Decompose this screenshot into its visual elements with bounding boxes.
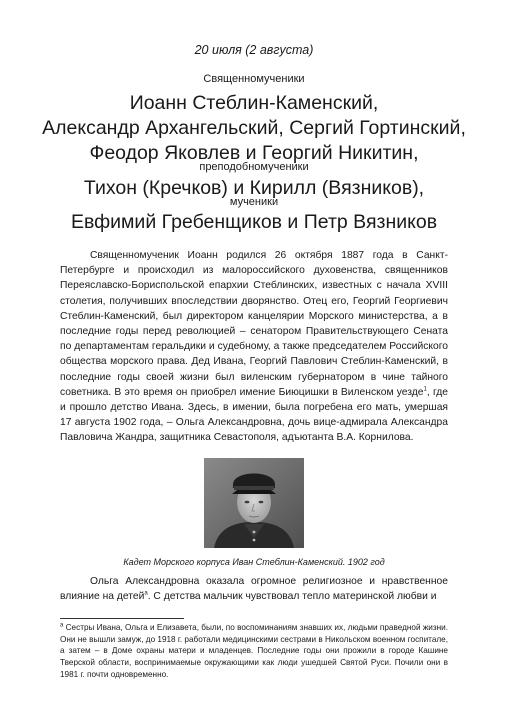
paragraph-2-text-a: Ольга Александровна оказала огромное религиозное и нравственное влияние на детей	[60, 576, 448, 603]
feast-date: 20 июля (2 августа)	[194, 43, 314, 57]
footnote-separator	[60, 618, 184, 619]
label-venerable-martyrs: преподобномученики	[199, 161, 309, 173]
biography-paragraph-1	[60, 248, 448, 446]
photo-caption: Кадет Морского корпуса Иван Стеблин-Каменский. 1902 год	[123, 557, 385, 567]
names-line-3: Феодор Яковлев и Георгий Никитин,	[89, 142, 419, 164]
paragraph-1-text-b: , где и прошло детство Ивана. Здесь, в имении, была погребена его мать, умершая 17 августа 1902 года, – Ольга Александровна, дочь вице-адмирала Александра Павловича Жандра, защитника Севастополя, адъютанта В.А. Корнилова.	[60, 386, 448, 444]
paragraph-2-text-b: . С детства мальчик чувствовал тепло материнской любви и	[147, 591, 437, 603]
portrait-image	[204, 458, 304, 548]
label-hieromartyrs: Священномученики	[203, 73, 305, 85]
footnote-text: Сестры Ивана, Ольга и Елизавета, были, по воспоминаниям знавших их, людьми праведной жизни. Они не вышли замуж, до 1918 г. работали медицинскими сестрами в Никольском военном госпитале, а затем – в Доме охраны матери и младенцев. Последние годы они прожили в городе Кашине Тверской области, воспринимаемые окружающими как люди ушедшей Святой Руси. Почили они в 1981 г. почти одновременно.	[60, 623, 448, 679]
names-line-1: Иоанн Стеблин-Каменский,	[129, 92, 379, 114]
names-line-2: Александр Архангельский, Сергий Гортинский,	[42, 117, 466, 139]
footnote-ref-1: 1	[423, 386, 427, 393]
footnote-marker: a	[60, 622, 64, 629]
names-line-5: Евфимий Гребенщиков и Петр Вязников	[70, 211, 438, 233]
footnote	[60, 622, 448, 681]
portrait-photo	[204, 458, 304, 548]
names-line-4: Тихон (Кречков) и Кирилл (Вязников),	[83, 177, 425, 199]
label-martyrs: мученики	[229, 196, 279, 208]
paragraph-1-text-a: Священномученик Иоанн родился 26 октября 1887 года в Санкт-Петербурге и происходил из малороссийского духовенства, священников Переяславско-Бориспольской епархии Стеблинских, известных с начала XVIII столетия, получивших впоследствии дворянство. Отец его, Георгий Георгиевич Стеблин-Каменский, был директором канцелярии Морского министерства, а в последние годы перед революцией – сенатором Правительствующего Сената по департаментам геральдики и судебному, а также председателем Российского общества морского права. Дед Ивана, Георгий Павлович Стеблин-Каменский, в последние годы своей жизни был виленским губернатором в чине тайного советника. В это время он приобрел имение Биюцишки в Виленском уезде	[60, 250, 448, 398]
biography-paragraph-2	[60, 574, 448, 604]
footnote-ref-a: a	[144, 590, 148, 597]
